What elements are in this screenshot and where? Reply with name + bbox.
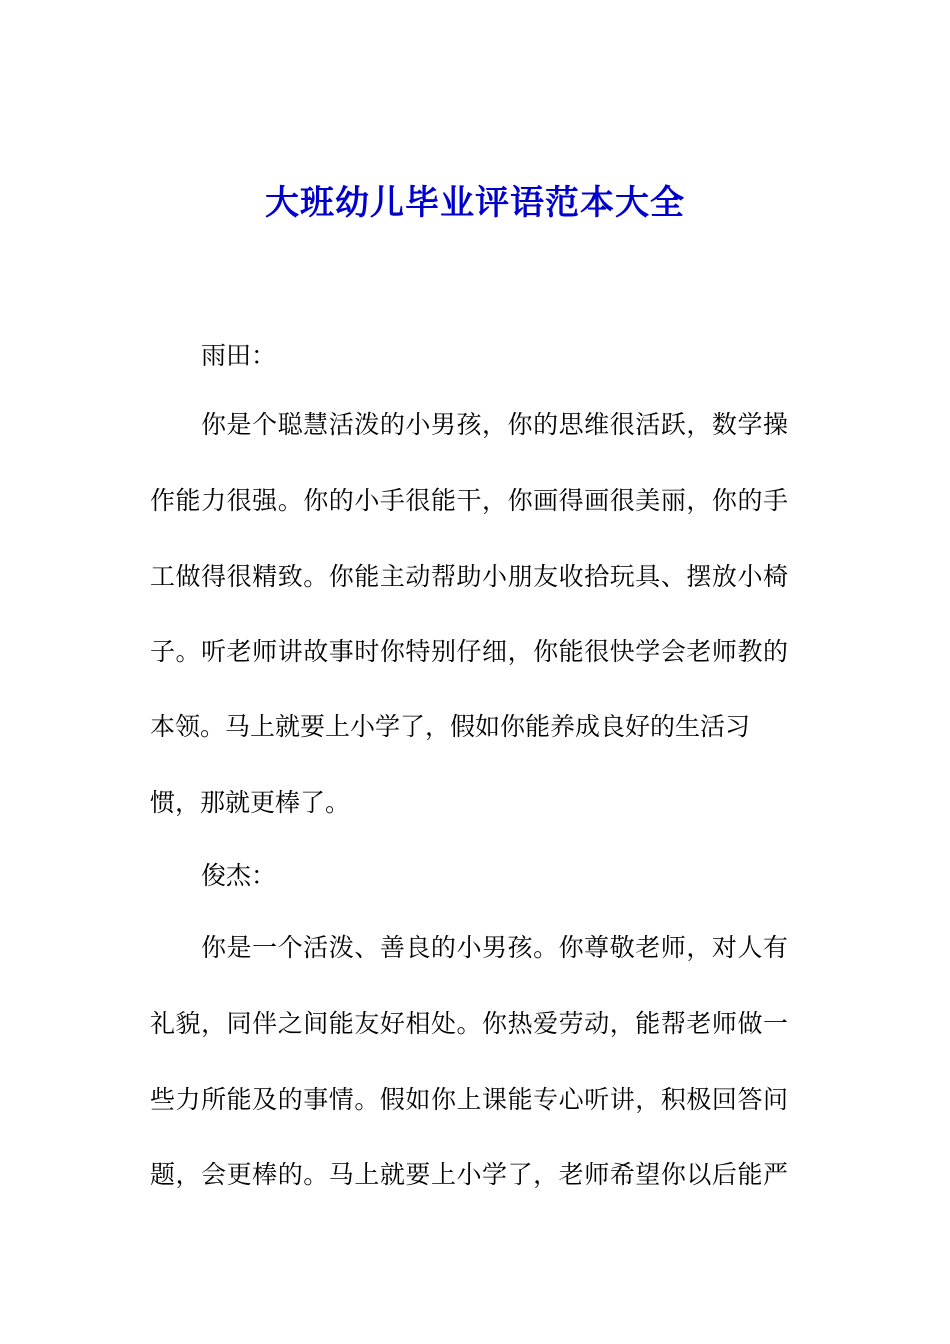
paragraph-line: 些力所能及的事情。假如你上课能专心听讲，积极回答问	[150, 1085, 788, 1114]
paragraph-line: 题，会更棒的。马上就要上小学了，老师希望你以后能严	[150, 1160, 788, 1189]
paragraph-line: 工做得很精致。你能主动帮助小朋友收拾玩具、摆放小椅	[150, 562, 788, 591]
section-heading-junjie: 俊杰：	[201, 861, 277, 890]
paragraph-line: 礼貌，同伴之间能友好相处。你热爱劳动，能帮老师做一	[150, 1009, 788, 1038]
document-title: 大班幼儿毕业评语范本大全	[265, 183, 685, 223]
paragraph-line: 你是个聪慧活泼的小男孩，你的思维很活跃，数学操	[201, 410, 788, 439]
paragraph-line: 子。听老师讲故事时你特别仔细，你能很快学会老师教的	[150, 637, 788, 666]
paragraph-line: 本领。马上就要上小学了，假如你能养成良好的生活习	[150, 712, 751, 741]
section-heading-yutian: 雨田：	[201, 341, 277, 370]
paragraph-line: 作能力很强。你的小手很能干，你画得画很美丽，你的手	[150, 486, 788, 515]
paragraph-line: 惯，那就更棒了。	[150, 788, 351, 817]
paragraph-line: 你是一个活泼、善良的小男孩。你尊敬老师，对人有	[201, 933, 788, 962]
